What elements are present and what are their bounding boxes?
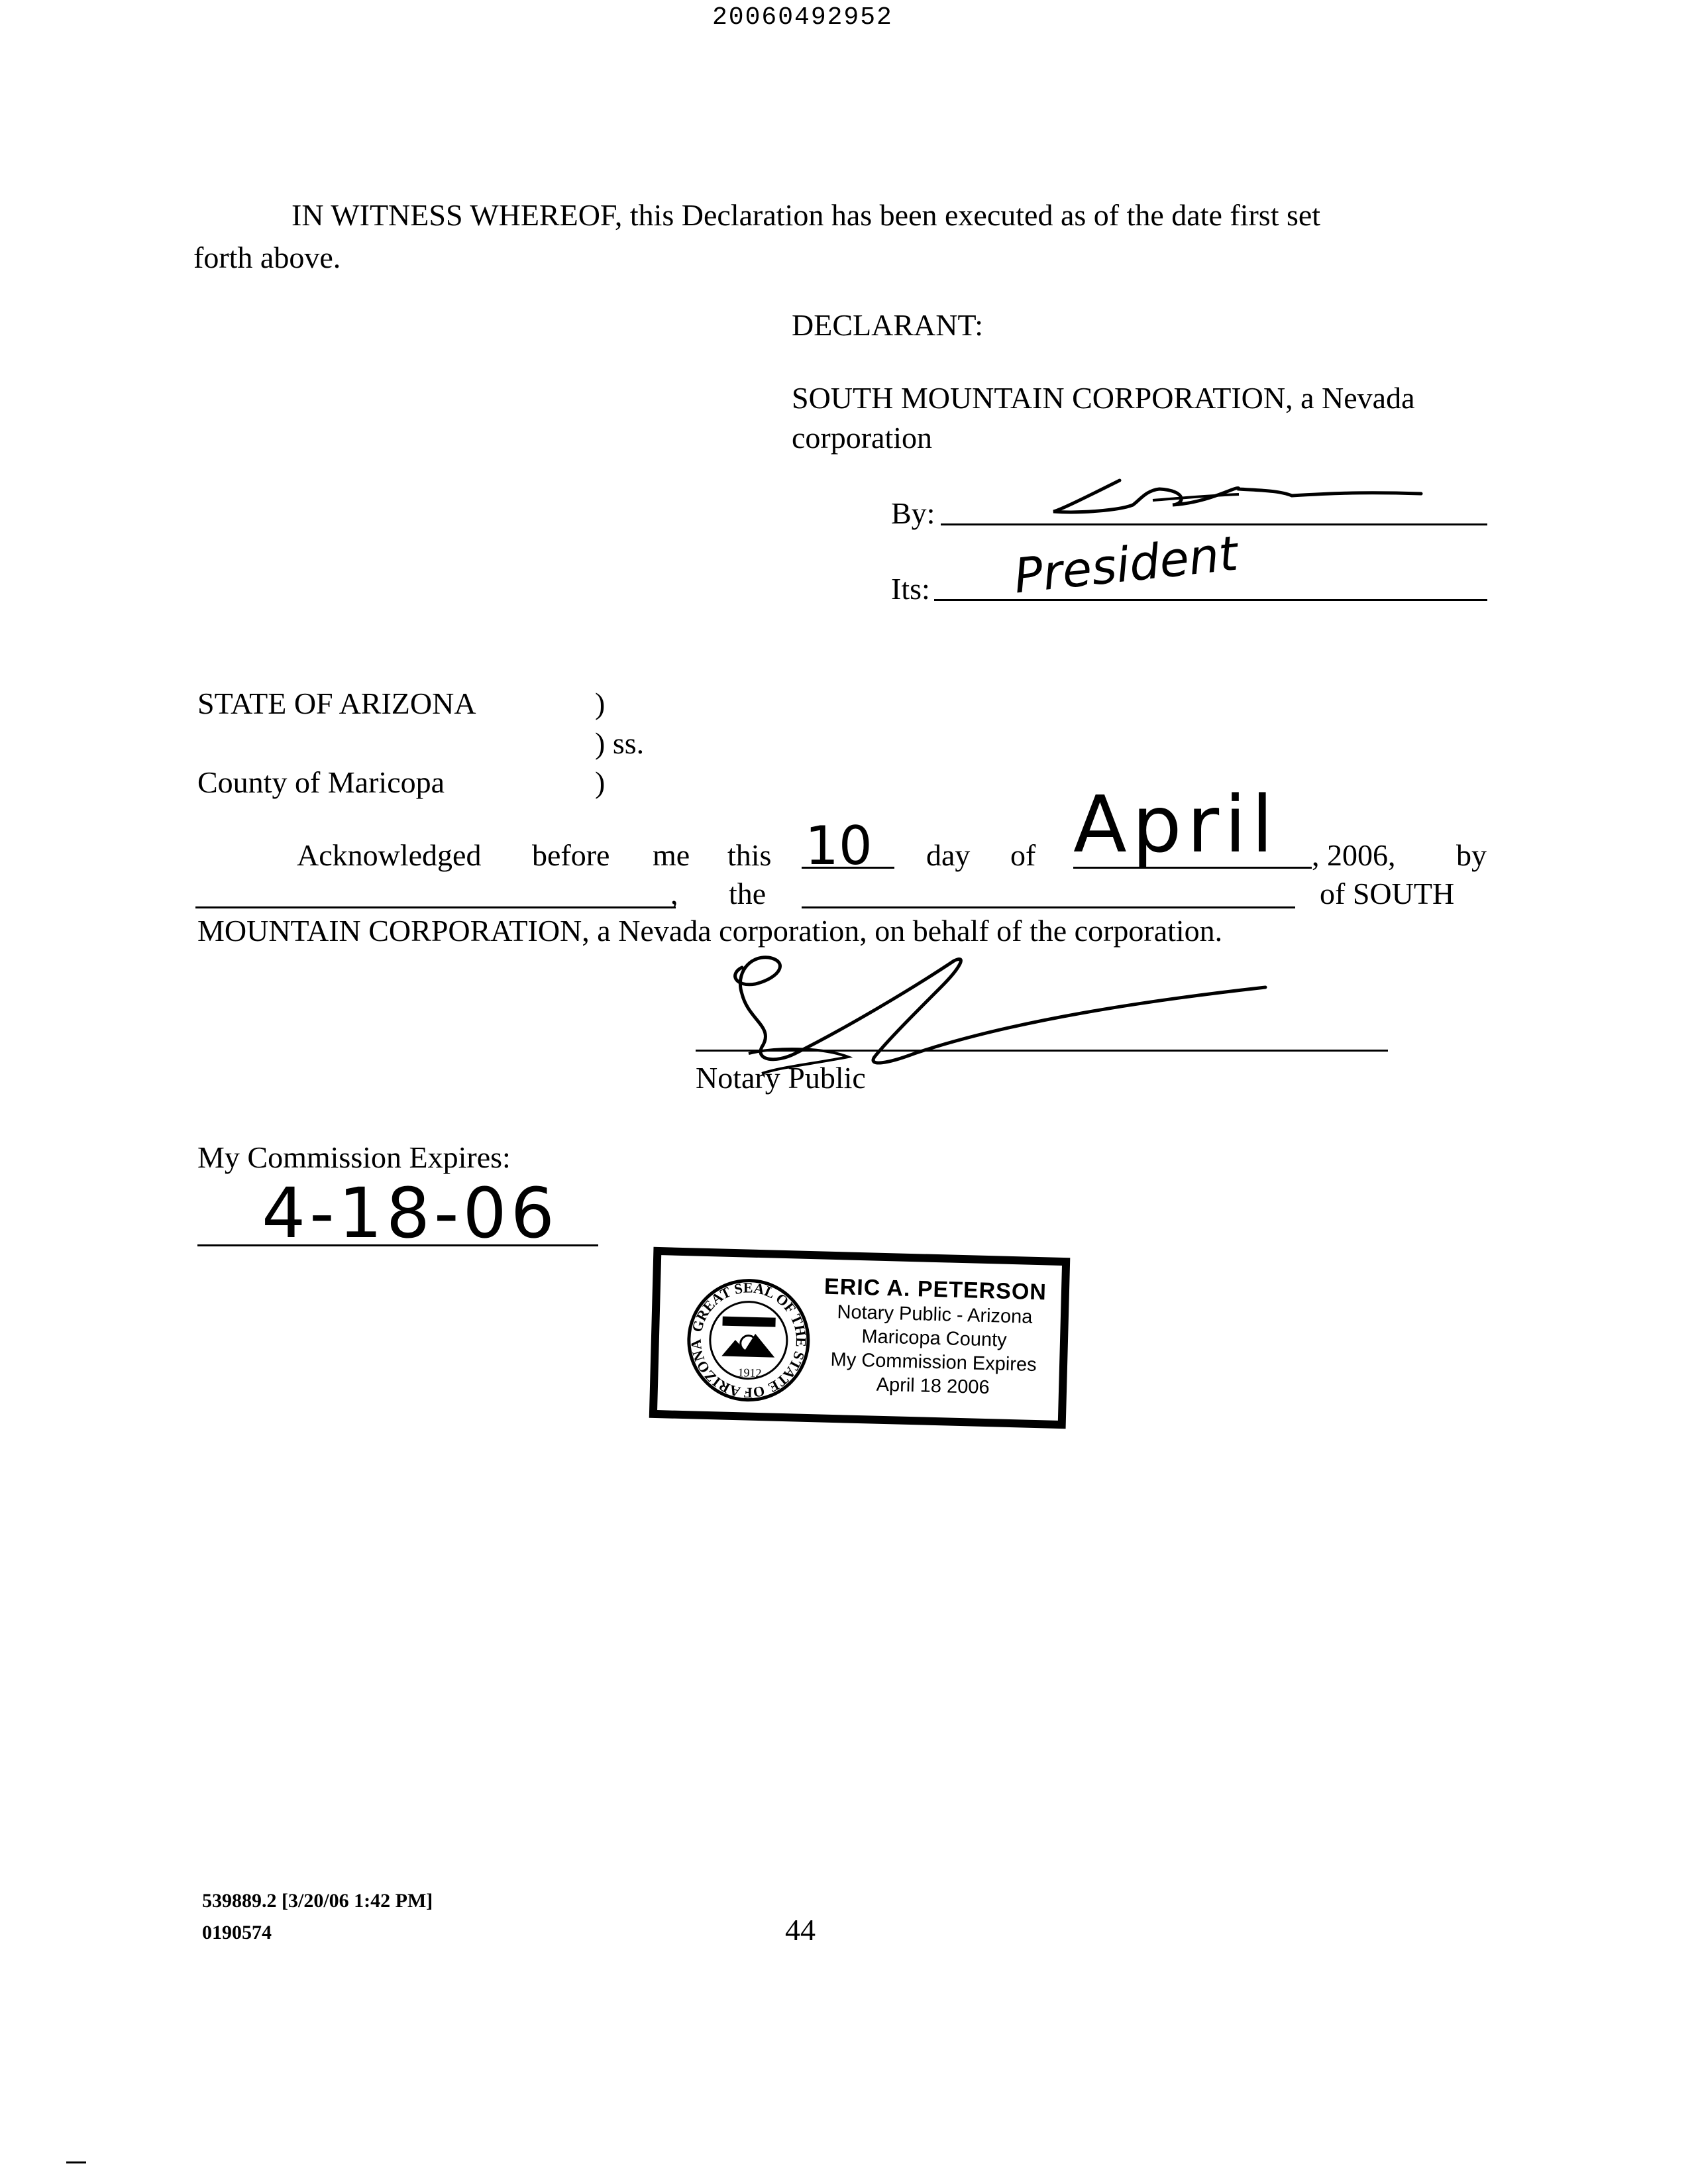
stamp-line-4: April 18 2006 [876, 1374, 990, 1399]
ack-word-acknowledged: Acknowledged [297, 838, 482, 872]
venue-state: STATE OF ARIZONA [197, 686, 476, 720]
stamp-line-3: My Commission Expires [830, 1348, 1037, 1376]
ack-word-of: of [1010, 838, 1036, 872]
seal-year: 1912 [737, 1366, 762, 1380]
ack-word-me: me [653, 838, 690, 872]
notary-signature-line [696, 1050, 1388, 1052]
ack-comma: , [670, 877, 678, 910]
its-handwritten-title: President [1011, 525, 1241, 604]
page-number: 44 [785, 1913, 816, 1947]
witness-line-1: IN WITNESS WHEREOF, this Declaration has been executed as of the date first set [292, 198, 1321, 232]
commission-handwritten-date: 4-18-06 [262, 1173, 558, 1254]
ack-word-the: the [729, 877, 767, 910]
ack-line-3: MOUNTAIN CORPORATION, a Nevada corporation, on behalf of the corporation. [197, 914, 1223, 948]
footer-file-number: 0190574 [202, 1922, 272, 1943]
stamp-notary-name: ERIC A. PETERSON [823, 1274, 1047, 1305]
commission-label: My Commission Expires: [197, 1140, 511, 1174]
arizona-seal-icon [684, 1276, 813, 1405]
seal-text: GREAT SEAL OF THE STATE OF ARIZONA [687, 1279, 810, 1401]
venue-county: County of Maricopa [197, 765, 445, 799]
by-label: By: [891, 496, 935, 530]
ack-word-by: by [1456, 838, 1487, 872]
ack-word-day: day [926, 838, 971, 872]
venue-ss: ) ss. [595, 726, 645, 760]
ack-word-this: this [727, 838, 772, 872]
declarant-signature [1040, 464, 1438, 530]
ack-of-south: of SOUTH [1320, 877, 1455, 910]
stamp-text-block [810, 1274, 1059, 1401]
margin-tick [66, 2161, 86, 2163]
ack-day-value: 10 [805, 815, 873, 877]
footer-doc-id: 539889.2 [3/20/06 1:42 PM] [202, 1890, 433, 1912]
stamp-border [649, 1247, 1071, 1429]
notary-stamp [637, 1233, 1083, 1443]
declarant-heading: DECLARANT: [792, 308, 984, 342]
stamp-line-1: Notary Public - Arizona [837, 1301, 1033, 1328]
ack-name-line [195, 906, 676, 908]
venue-paren-1: ) [595, 686, 606, 720]
witness-line-2: forth above. [193, 241, 341, 274]
notary-public-label: Notary Public [696, 1061, 866, 1095]
declarant-company-line-2: corporation [792, 421, 933, 455]
declarant-company-line-1: SOUTH MOUNTAIN CORPORATION, a Nevada [792, 381, 1415, 415]
ack-title-line [802, 906, 1295, 908]
ack-month-value: April [1073, 779, 1279, 870]
ack-year: , 2006, [1312, 838, 1396, 872]
ack-word-before: before [532, 838, 610, 872]
document-number: 20060492952 [712, 3, 893, 32]
venue-paren-3: ) [595, 765, 606, 799]
stamp-line-2: Maricopa County [861, 1326, 1008, 1351]
its-label: Its: [891, 572, 930, 606]
